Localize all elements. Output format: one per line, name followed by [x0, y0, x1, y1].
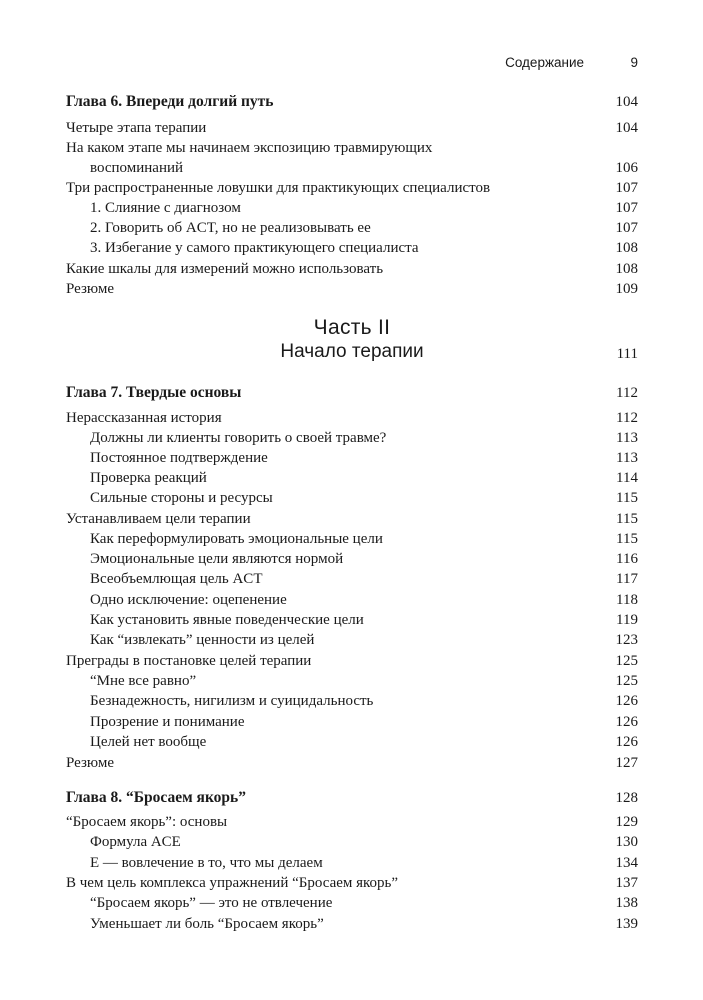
toc-entry-page: 114 [616, 470, 638, 486]
toc-entry-title: Одно исключение: оцепенение [90, 592, 287, 608]
toc-entry-page: 127 [615, 755, 638, 771]
toc-entry-page: 107 [615, 220, 638, 236]
toc-section[interactable] [66, 408, 638, 428]
toc-entry-title: Должны ли клиенты говорить о своей травме? [90, 430, 387, 446]
toc-entry-title: 2. Говорить об ACT, но не реализовывать ее [90, 220, 371, 236]
toc-entry-page: 116 [616, 551, 638, 567]
toc-subsection[interactable] [66, 198, 638, 218]
toc-entry-page: 129 [615, 814, 638, 830]
toc-entry-page: 126 [615, 693, 638, 709]
toc-entry-title: Глава 8. “Бросаем якорь” [66, 789, 246, 806]
toc-entry-page: 130 [615, 834, 638, 850]
toc-entry-title: Постоянное подтверждение [90, 450, 268, 466]
toc-entry-page: 108 [615, 240, 638, 256]
toc-subsection[interactable] [66, 610, 638, 630]
toc-entry-page: 107 [615, 180, 638, 196]
toc-subsection[interactable] [66, 238, 638, 258]
toc-entry-title: Как “извлекать” ценности из целей [90, 632, 315, 648]
toc-subsection[interactable] [66, 468, 638, 488]
toc-subsection[interactable] [66, 671, 638, 691]
toc-chapter[interactable] [66, 788, 638, 808]
toc-entry-page: 117 [616, 571, 638, 587]
toc-entry-title: 3. Избегание у самого практикующего специалиста [90, 240, 419, 256]
toc-entry-page: 106 [615, 160, 638, 176]
toc-entry-page: 109 [615, 281, 638, 297]
part-page-number: 111 [616, 346, 638, 362]
toc-entry-title: воспоминаний [90, 160, 184, 176]
toc-entry-title: Резюме [66, 281, 115, 297]
toc-entry-title: Всеобъемлющая цель ACT [90, 571, 263, 587]
toc-subsection[interactable] [66, 691, 638, 711]
toc-entry-page: 123 [615, 632, 638, 648]
toc-entry-title: Какие шкалы для измерений можно использовать [66, 261, 384, 277]
toc-entry-page: 118 [616, 592, 638, 608]
toc-section[interactable] [66, 259, 638, 279]
toc-entry-page: 104 [615, 94, 638, 110]
toc-section[interactable] [66, 812, 638, 832]
toc-entry-title: Глава 7. Твердые основы [66, 384, 242, 401]
toc-entry-title: Проверка реакций [90, 470, 207, 486]
page-number: 9 [630, 55, 638, 70]
toc-entry-title: Четыре этапа терапии [66, 120, 207, 136]
toc-entry-page: 139 [615, 916, 638, 932]
toc-section[interactable] [66, 178, 638, 198]
toc-entry-title: Безнадежность, нигилизм и суицидальность [90, 693, 374, 709]
toc-entry-title: Три распространенные ловушки для практикующих специалистов [66, 180, 491, 196]
toc-entry-title: “Бросаем якорь” — это не отвлечение [90, 895, 333, 911]
toc-section[interactable] [66, 753, 638, 773]
toc-section-continued[interactable] [66, 158, 638, 178]
toc-entry-title: Уменьшает ли боль “Бросаем якорь” [90, 916, 324, 932]
toc-entry-page: 138 [615, 895, 638, 911]
running-header-title: Содержание [505, 55, 584, 70]
toc-entry-title: Как переформулировать эмоциональные цели [90, 531, 383, 547]
toc-entry-page: 115 [616, 531, 638, 547]
toc-chapter[interactable] [66, 92, 638, 112]
toc-entry-title: Целей нет вообще [90, 734, 207, 750]
toc-subsection[interactable] [66, 732, 638, 752]
toc-entry-title: Формула ACE [90, 834, 181, 850]
toc-subsection[interactable] [66, 448, 638, 468]
part-label: Часть II [313, 316, 391, 339]
toc-entry-title: “Бросаем якорь”: основы [66, 814, 228, 830]
toc-entry-page: 113 [616, 430, 638, 446]
toc-entry-title: Преграды в постановке целей терапии [66, 653, 312, 669]
toc-entry-page: 104 [615, 120, 638, 136]
toc-entry-title: 1. Слияние с диагнозом [90, 200, 241, 216]
toc-subsection[interactable] [66, 428, 638, 448]
toc-entry-title: Эмоциональные цели являются нормой [90, 551, 344, 567]
toc-section[interactable] [66, 509, 638, 529]
toc-section[interactable] [66, 138, 638, 158]
toc-entry-title: Прозрение и понимание [90, 714, 245, 730]
toc-entry-title: E — вовлечение в то, что мы делаем [90, 855, 323, 871]
toc-subsection[interactable] [66, 569, 638, 589]
toc-entry-page: 108 [615, 261, 638, 277]
toc-entry-title: В чем цель комплекса упражнений “Бросаем якорь” [66, 875, 399, 891]
toc-subsection[interactable] [66, 712, 638, 732]
toc-subsection[interactable] [66, 853, 638, 873]
toc-entry-page: 128 [615, 790, 638, 806]
toc-entry-page: 125 [615, 673, 638, 689]
toc-entry-page: 134 [615, 855, 638, 871]
toc-chapter[interactable] [66, 383, 638, 403]
toc-subsection[interactable] [66, 218, 638, 238]
toc-entry-title: Как установить явные поведенческие цели [90, 612, 364, 628]
toc-entry-title: На каком этапе мы начинаем экспозицию травмирующих [66, 140, 433, 156]
toc-section[interactable] [66, 279, 638, 299]
toc-entry-page: 137 [615, 875, 638, 891]
running-header [66, 55, 638, 75]
toc-entry-title: Устанавливаем цели терапии [66, 511, 251, 527]
toc-entry-page: 119 [616, 612, 638, 628]
toc-subsection[interactable] [66, 488, 638, 508]
toc-entry-page: 115 [616, 511, 638, 527]
toc-entry-title: Резюме [66, 755, 115, 771]
toc-entry-page: 126 [615, 714, 638, 730]
toc-entry-page: 113 [616, 450, 638, 466]
toc-subsection[interactable] [66, 590, 638, 610]
toc-subsection[interactable] [66, 914, 638, 934]
toc-section[interactable] [66, 873, 638, 893]
toc-subsection[interactable] [66, 832, 638, 852]
part-title[interactable]: Начало терапии [280, 341, 424, 362]
toc-entry-page: 107 [615, 200, 638, 216]
toc-entry-page: 115 [616, 490, 638, 506]
toc-entry-page: 126 [615, 734, 638, 750]
toc-entry-page: 112 [616, 385, 638, 401]
toc-subsection[interactable] [66, 630, 638, 650]
toc-section[interactable] [66, 651, 638, 671]
toc-subsection[interactable] [66, 529, 638, 549]
toc-entry-page: 112 [616, 410, 638, 426]
toc-subsection[interactable] [66, 893, 638, 913]
toc-entry-title: “Мне все равно” [90, 673, 197, 689]
toc-subsection[interactable] [66, 549, 638, 569]
toc-entry-title: Сильные стороны и ресурсы [90, 490, 273, 506]
toc-entry-title: Нерассказанная история [66, 410, 222, 426]
toc-section[interactable] [66, 118, 638, 138]
toc-entry-page: 125 [615, 653, 638, 669]
toc-entry-title: Глава 6. Впереди долгий путь [66, 93, 274, 110]
